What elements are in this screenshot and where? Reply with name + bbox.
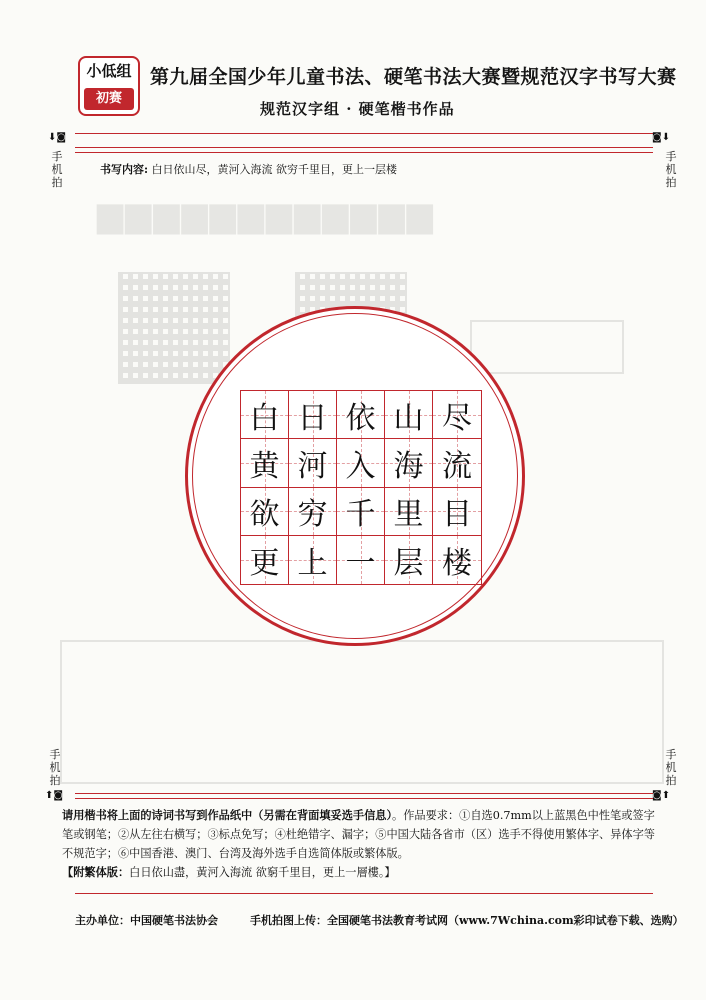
- grid-cell: [433, 439, 481, 487]
- grid-character: 上: [297, 545, 328, 581]
- traditional-label: 【附繁体版：: [62, 865, 130, 879]
- footer-rule: [75, 893, 653, 894]
- grid-cell: [385, 439, 433, 487]
- grid-cell: [433, 391, 481, 439]
- grid-character: 层: [393, 545, 424, 581]
- grid-cell: [241, 391, 289, 439]
- grid-character: 流: [442, 448, 472, 484]
- group-badge: [78, 56, 140, 116]
- calligraphy-grid: [240, 390, 482, 585]
- traditional-text: 白日依山盡，黃河入海流 欲窮千里目，更上一層樓。】: [129, 866, 396, 879]
- grid-cell: [337, 439, 385, 487]
- grid-character: 更: [249, 545, 280, 581]
- bottom-rule-thin-2: [75, 798, 653, 799]
- grid-cell: [433, 536, 481, 584]
- grid-character: 海: [393, 448, 424, 484]
- writing-content-line: [100, 161, 397, 177]
- grid-character: 尽: [442, 400, 472, 436]
- grid-character: 白: [249, 400, 280, 436]
- camera-icon: ⬆◙: [45, 790, 64, 801]
- bleed-through-form: [60, 640, 664, 784]
- side-label-left-top: 手 机 拍: [51, 150, 63, 189]
- grid-character: 河: [297, 448, 328, 484]
- side-label-right-bottom: 手 机 拍: [665, 748, 677, 787]
- grid-character: 目: [442, 497, 472, 533]
- bottom-rule-thin: [75, 793, 653, 794]
- instructions-body: 。作品要求：①自选0.7mm以上蓝黑色中性笔或签字笔或钢笔；②从左往右横写；③标点免写；④杜绝错字、漏字；⑤中国大陆各省市（区）选手不得使用繁体字、异体字等不规范字；⑥中国香港、澳门、台湾及海外选手自选简体版或繁体版。: [62, 809, 655, 860]
- grid-character: 黄: [249, 448, 280, 484]
- side-label-right-top: 手 机 拍: [665, 150, 677, 189]
- top-rule-thin: [75, 147, 653, 148]
- grid-character: 一: [345, 545, 376, 581]
- grid-cell: [241, 439, 289, 487]
- grid-cell: [337, 536, 385, 584]
- grid-character: 千: [345, 497, 376, 533]
- side-label-left-bottom: 手 机 拍: [49, 748, 61, 787]
- page-title: 第九届全国少年儿童书法、硬笔书法大赛暨规范汉字书写大赛: [150, 66, 677, 88]
- writing-content-text: 白日依山尽，黄河入海流 欲穷千里目，更上一层楼: [151, 163, 398, 176]
- grid-cell: [289, 439, 337, 487]
- upload-text: 手机拍图上传：全国硬笔书法教育考试网（www.7Wchina.com彩印试卷下载、选购）: [250, 914, 684, 927]
- bleed-through-title: ▆▆▆▆▆▆▆▆▆▆▆▆: [95, 195, 433, 235]
- organizer-text: 主办单位：中国硬笔书法协会: [75, 914, 218, 927]
- grid-cell: [241, 488, 289, 536]
- grid-cell: [241, 536, 289, 584]
- grid-character: 山: [393, 400, 424, 436]
- badge-group-label: 小低组: [86, 62, 132, 80]
- camera-icon: ◙⬆: [652, 790, 671, 801]
- grid-cell: [289, 536, 337, 584]
- grid-character: 欲: [249, 497, 280, 533]
- grid-character: 入: [345, 448, 376, 484]
- grid-character: 依: [345, 400, 376, 436]
- camera-icon: ◙⬇: [652, 132, 671, 143]
- badge-round-label: 初赛: [84, 88, 134, 110]
- page-subtitle: 规范汉字组 · 硬笔楷书作品: [260, 100, 455, 118]
- grid-character: 里: [393, 497, 424, 533]
- grid-character: 楼: [442, 545, 472, 581]
- camera-icon: ⬇◙: [48, 132, 67, 143]
- grid-cell: [337, 391, 385, 439]
- top-rule: [75, 133, 653, 134]
- grid-cell: [337, 488, 385, 536]
- grid-cell: [385, 488, 433, 536]
- instructions: [62, 806, 662, 882]
- instructions-lead: 请用楷书将上面的诗词书写到作品纸中（另需在背面填妥选手信息）: [62, 808, 393, 822]
- grid-character: 穷: [297, 497, 328, 533]
- grid-cell: [289, 488, 337, 536]
- bleed-through-box: [470, 320, 624, 374]
- grid-character: 日: [297, 400, 328, 436]
- grid-cell: [385, 391, 433, 439]
- grid-cell: [289, 391, 337, 439]
- grid-cell: [385, 536, 433, 584]
- grid-cell: [433, 488, 481, 536]
- bleed-through-qr-left: [118, 272, 230, 384]
- top-rule-thin-2: [75, 152, 653, 153]
- writing-content-label: 书写内容:: [100, 163, 149, 176]
